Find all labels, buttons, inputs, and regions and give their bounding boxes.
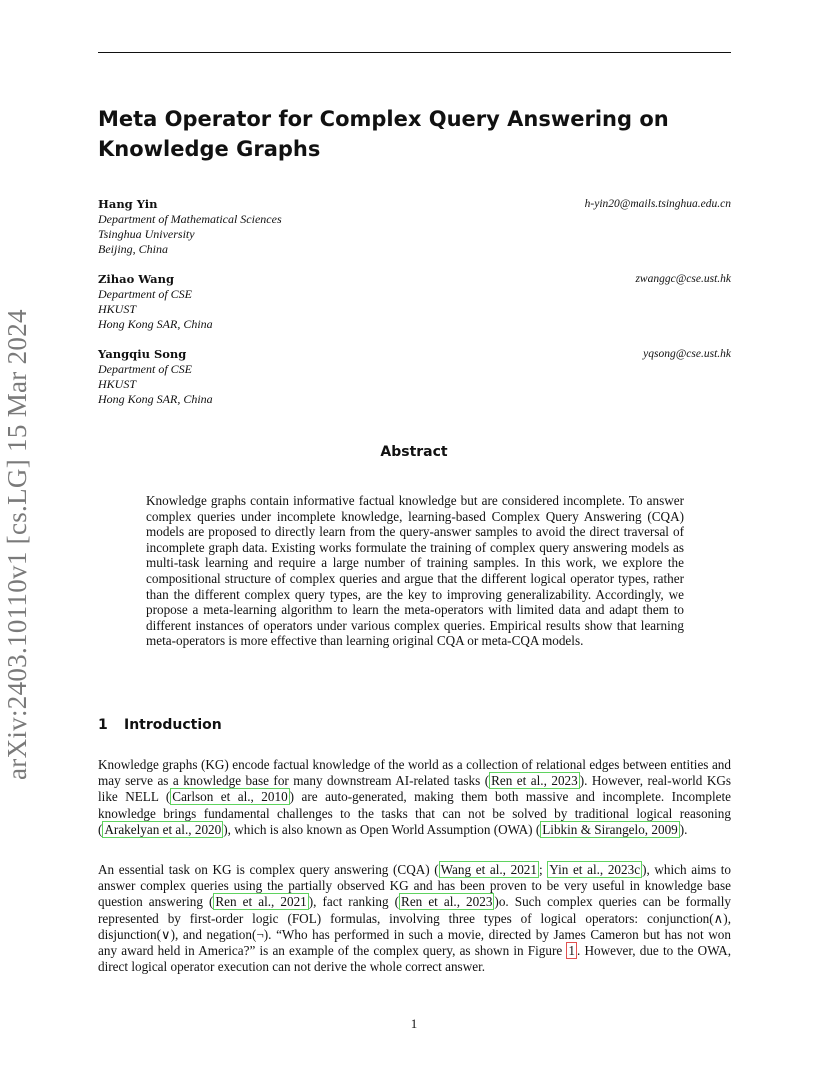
body-text: ), which aims to answer complex queries using the partially observed KG and has been proven to be very useful in knowledge base question answering ( xyxy=(98,862,732,910)
intro-paragraph-2 xyxy=(98,862,731,975)
section-number: 1 xyxy=(98,717,108,733)
citation-link[interactable]: Ren et al., 2023 xyxy=(401,894,493,910)
author-affiliation-line: Department of Mathematical Sciences xyxy=(98,212,282,226)
author-affiliation-line: Department of CSE xyxy=(98,362,192,376)
citation-link[interactable]: Libkin & Sirangelo, 2009 xyxy=(542,821,678,837)
citation-link[interactable]: Carlson et al., 2010 xyxy=(172,789,288,805)
citation-link[interactable]: Ren et al., 2023 xyxy=(491,773,578,789)
author-name: Hang Yin xyxy=(98,197,158,211)
citation-link[interactable]: Yin et al., 2023c xyxy=(549,862,641,877)
citation-link[interactable]: Arakelyan et al., 2020 xyxy=(104,821,222,837)
abstract-heading: Abstract xyxy=(380,444,448,460)
figure-reference-link[interactable]: 1 xyxy=(568,943,575,959)
body-text: ) are auto-generated, making them both massive and incomplete. Incomplete knowledge brings fundamental challenges to the tasks that can not be solved by traditional logical reasoning ( xyxy=(98,789,731,837)
body-text: . However, due to the OWA, direct logical operator execution can not derive the whole correct answer. xyxy=(98,943,731,975)
citation-link[interactable]: Wang et al., 2021 xyxy=(440,862,537,877)
author-name: Yangqiu Song xyxy=(98,347,187,361)
author-affiliation-line: HKUST xyxy=(98,377,137,391)
body-text: ), fact ranking ( xyxy=(308,894,400,910)
author-affiliation-line: Tsinghua University xyxy=(98,227,195,241)
body-text: ). xyxy=(679,821,688,837)
author-email[interactable]: yqsong@cse.ust.hk xyxy=(643,348,731,360)
section-heading xyxy=(98,717,222,733)
section-title: Introduction xyxy=(124,717,222,733)
author-block-1 xyxy=(98,197,731,257)
author-affiliation-line: Beijing, China xyxy=(98,242,168,256)
body-text: Knowledge graphs (KG) encode factual knowledge of the world as a collection of relational edges between entities and may serve as a knowledge base for many downstream AI-related tasks ( xyxy=(98,757,731,789)
author-affiliation-line: Hong Kong SAR, China xyxy=(98,392,213,406)
author-email[interactable]: h-yin20@mails.tsinghua.edu.cn xyxy=(584,198,731,210)
body-text: ), which is also known as Open World Assumption (OWA) ( xyxy=(223,821,541,837)
author-affiliation-line: Department of CSE xyxy=(98,287,192,301)
body-text: )o. Such complex queries can be formally represented by first-order logic (FOL) formulas, involving three types of logical operators: conjunction(∧), disjunction(∨), and negation(¬). “Who has performed in such a movie, directed by James Cameron but has not won any award held in America?” is an example of the complex query, as shown in Figure xyxy=(98,894,731,959)
abstract-body: Knowledge graphs contain informative factual knowledge but are considered incomplete. To answer complex queries under incomplete knowledge, learning-based Complex Query Answering (CQA) models are proposed to directly learn from the query-answer samples to avoid the direct traversal of incomplete graph data. Existing works formulate the training of complex query answering models as multi-task learning and require a large number of training samples. In this work, we explore the compositional structure of complex queries and argue that the different logical operator types, rather than the different complex query types, are the key to improving generalizability. Accordingly, we propose a meta-learning algorithm to learn the meta-operators with limited data and adapt them to different instances of operators under various complex queries. Empirical results show that learning meta-operators is more effective than learning original CQA or meta-CQA models. xyxy=(146,493,684,649)
author-affiliation-line: Hong Kong SAR, China xyxy=(98,317,213,331)
page-number: 1 xyxy=(410,1016,418,1031)
arxiv-stamp: arXiv:2403.10110v1 [cs.LG] 15 Mar 2024 xyxy=(2,309,32,780)
author-block-2 xyxy=(98,272,731,332)
author-affiliation-line: HKUST xyxy=(98,302,137,316)
citation-link[interactable]: Ren et al., 2021 xyxy=(215,894,307,910)
paper-title: Meta Operator for Complex Query Answering on Knowledge Graphs xyxy=(98,107,669,161)
intro-paragraph-1 xyxy=(98,757,731,838)
top-rule xyxy=(98,52,731,53)
body-text: ; xyxy=(538,862,548,877)
author-name: Zihao Wang xyxy=(98,272,175,286)
body-text: ). However, real-world KGs like NELL ( xyxy=(98,773,732,805)
author-email[interactable]: zwanggc@cse.ust.hk xyxy=(635,273,731,285)
body-text: An essential task on KG is complex query answering (CQA) ( xyxy=(98,862,439,877)
author-block-3 xyxy=(98,347,731,407)
